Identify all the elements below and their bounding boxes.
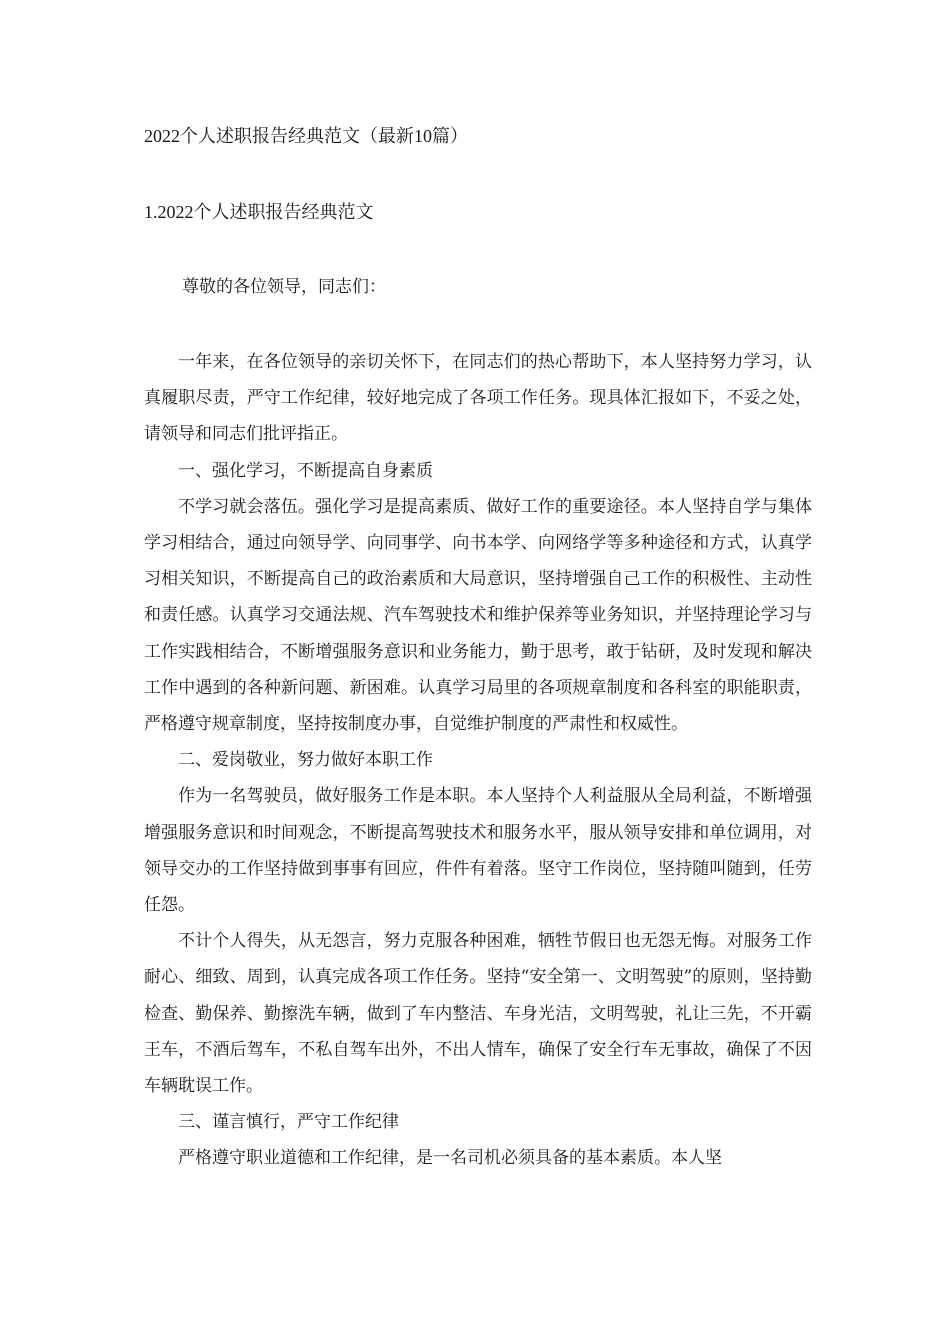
section-title: 1.2022个人述职报告经典范文 <box>144 202 374 222</box>
paragraph-discipline: 严格遵守职业道德和工作纪律，是一名司机必须具备的基本素质。本人坚 <box>178 1148 722 1169</box>
heading-dedication: 二、爱岗敬业，努力做好本职工作 <box>178 750 433 771</box>
greeting-line: 尊敬的各位领导，同志们： <box>182 277 386 297</box>
paragraph-study: 不学习就会落伍。强化学习是提高素质、做好工作的重要途径。本人坚持自学与集体学习相结合，通过向领导学、向同事学、向书本学、向网络学等多种途径和方式，认真学习相关知识，不断提高自己的政治素质和大局意识，坚持增强自己工作的积极性、主动性和责任感。认真学习交通法规、汽车驾驶技术和维护保养等业务知识，并坚持理论学习与工作实践相结合，不断增强服务意识和业务能力，勤于思考，敢于钻研，及时发现和解决工作中遇到的各种新问题、新困难。认真学习局里的各项规章制度和各科室的职能职责，严格遵守规章制度，坚持按制度办事，自觉维护制度的严肃性和权威性。 <box>144 496 812 735</box>
paragraph-duty: 作为一名驾驶员，做好服务工作是本职。本人坚持个人利益服从全局利益，不断增强增强服务意识和时间观念，不断提高驾驶技术和服务水平，服从领导安排和单位调用，对领导交办的工作坚持做到事事有回应，件件有着落。坚守工作岗位，坚持随叫随到，任劳任怨。 <box>144 786 812 916</box>
paragraph-intro: 一年来，在各位领导的亲切关怀下，在同志们的热心帮助下，本人坚持努力学习，认真履职尽责，严守工作纪律，较好地完成了各项工作任务。现具体汇报如下，不妥之处，请领导和同志们批评指正。 <box>144 352 812 445</box>
paragraph-service: 不计个人得失，从无怨言，努力克服各种困难，牺牲节假日也无怨无悔。对服务工作耐心、细致、周到，认真完成各项工作任务。坚持“安全第一、文明驾驶”的原则，坚持勤检查、勤保养、勤擦洗车辆，做到了车内整洁、车身光洁，文明驾驶，礼让三先，不开霸王车，不酒后驾车，不私自驾车出外，不出人情车，确保了安全行车无事故，确保了不因车辆耽误工作。 <box>144 931 812 1097</box>
document-title: 2022个人述职报告经典范文（最新10篇） <box>144 126 468 146</box>
heading-study: 一、强化学习，不断提高自身素质 <box>178 460 433 481</box>
document-body <box>144 344 812 1177</box>
heading-discipline: 三、谨言慎行，严守工作纪律 <box>178 1112 399 1133</box>
